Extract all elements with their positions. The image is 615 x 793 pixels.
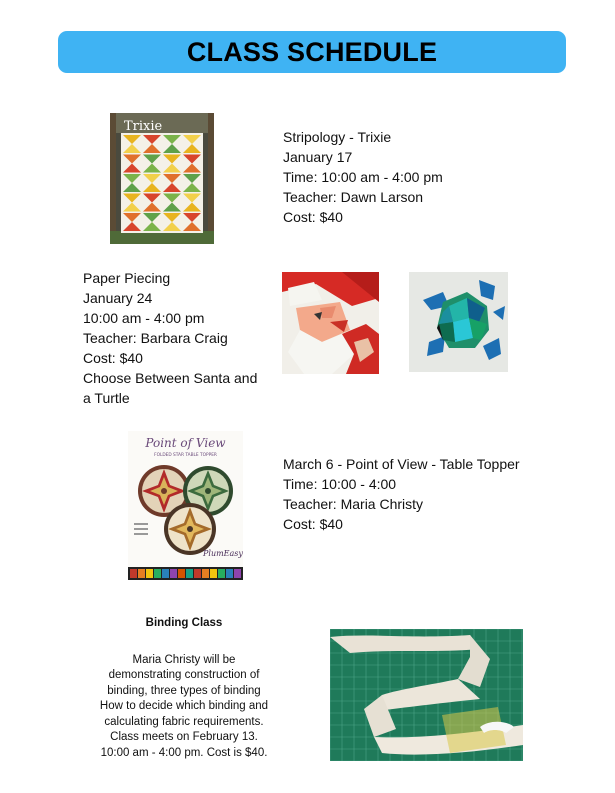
trixie-cost: Cost: $40	[283, 209, 343, 225]
binding-class-info	[84, 616, 284, 761]
paper-piecing-note-2: a Turtle	[83, 390, 130, 406]
paper-piecing-cost: Cost: $40	[83, 350, 143, 366]
santa-block-image	[282, 272, 379, 374]
paper-piecing-note-1: Choose Between Santa and	[83, 370, 258, 386]
binding-line-5: calculating fabric requirements.	[104, 715, 264, 728]
turtle-block-image	[409, 272, 508, 372]
pov-time: Time: 10:00 - 4:00	[283, 476, 397, 492]
trixie-date: January 17	[283, 149, 353, 165]
title-banner	[58, 31, 566, 73]
paper-piecing-date: January 24	[83, 290, 153, 306]
paper-piecing-time: 10:00 am - 4:00 pm	[83, 310, 205, 326]
trixie-quilt-image	[110, 113, 214, 244]
pov-teacher: Teacher: Maria Christy	[283, 496, 424, 512]
paper-piecing-title: Paper Piecing	[83, 270, 171, 286]
binding-title: Binding Class	[145, 617, 223, 629]
pov-cover-title: Point of View	[145, 436, 226, 450]
paper-piecing-class-info	[83, 268, 257, 408]
pov-star-3	[164, 503, 216, 555]
pov-cover-subtitle: FOLDED STAR TABLE TOPPER	[154, 453, 217, 458]
point-of-view-class-info	[283, 454, 520, 534]
binding-line-4: How to decide which binding and	[99, 700, 269, 712]
trixie-class-info	[283, 127, 443, 227]
paper-piecing-teacher: Teacher: Barbara Craig	[83, 330, 228, 346]
binding-line-1: Maria Christy will be	[132, 653, 236, 666]
trixie-teacher: Teacher: Dawn Larson	[283, 189, 424, 205]
pov-cost: Cost: $40	[283, 516, 343, 532]
binding-line-6: Class meets on February 13.	[110, 731, 258, 743]
binding-line-2: demonstrating construction of	[108, 669, 260, 681]
pov-title: March 6 - Point of View - Table Topper	[283, 456, 520, 472]
binding-line-3: binding, three types of binding	[107, 684, 261, 697]
point-of-view-pattern-image	[128, 431, 243, 580]
binding-photo-image	[330, 629, 523, 761]
page-title: CLASS SCHEDULE	[186, 36, 438, 67]
trixie-cover-text: Trixie	[124, 119, 163, 134]
binding-line-7: 10:00 am - 4:00 pm. Cost is $40.	[100, 746, 268, 759]
trixie-title: Stripology - Trixie	[283, 129, 392, 145]
pov-cover-brand: PlumEasy	[203, 549, 243, 558]
trixie-time: Time: 10:00 am - 4:00 pm	[283, 169, 443, 185]
